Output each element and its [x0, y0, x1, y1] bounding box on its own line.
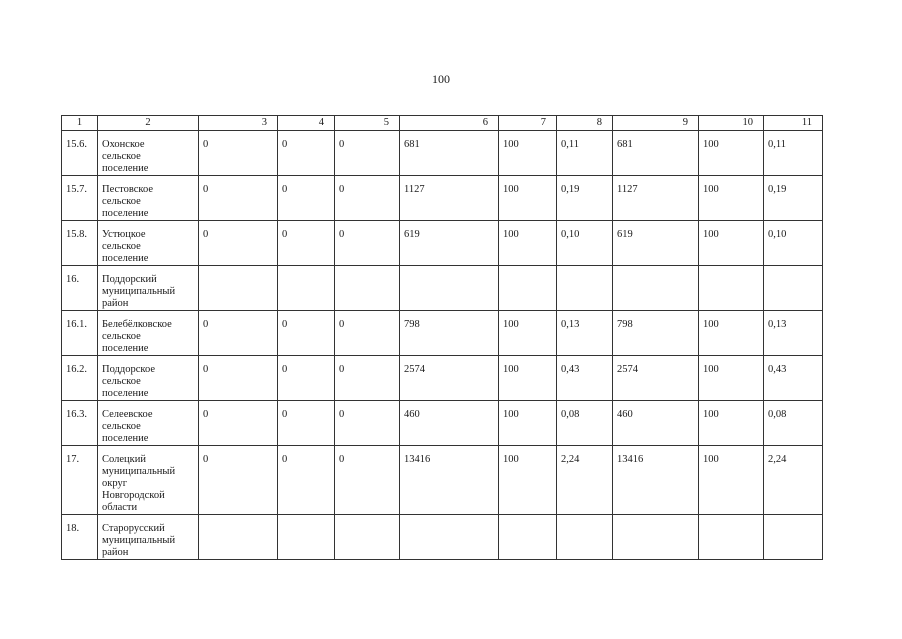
table-row — [62, 266, 823, 311]
cell-c4: 0 — [278, 401, 335, 446]
territory-name-line: сельское — [102, 241, 141, 252]
cell-c4: 0 — [278, 446, 335, 515]
cell-c6: 798 — [400, 311, 499, 356]
cell-c5: 0 — [335, 221, 400, 266]
cell-c10: 100 — [699, 446, 764, 515]
territory-name-line: Белебёлковское — [102, 319, 172, 330]
territory-name — [98, 176, 199, 221]
row-number: 16.3. — [62, 401, 98, 446]
territory-name-line: сельское — [102, 331, 141, 342]
cell-c9: 460 — [613, 401, 699, 446]
row-number: 17. — [62, 446, 98, 515]
cell-c9 — [613, 515, 699, 560]
cell-c11: 0,13 — [764, 311, 823, 356]
row-number: 15.7. — [62, 176, 98, 221]
territory-name-line: муниципальный — [102, 535, 176, 546]
cell-c9: 13416 — [613, 446, 699, 515]
cell-c4: 0 — [278, 221, 335, 266]
table-row — [62, 221, 823, 266]
cell-c7: 100 — [499, 176, 557, 221]
cell-c3: 0 — [199, 131, 278, 176]
territory-name-line: район — [102, 547, 129, 558]
column-header: 1 — [62, 116, 98, 131]
cell-c9: 1127 — [613, 176, 699, 221]
cell-c3: 0 — [199, 221, 278, 266]
cell-c10: 100 — [699, 401, 764, 446]
territory-name-line: сельское — [102, 421, 141, 432]
column-header: 6 — [400, 116, 499, 131]
cell-c5: 0 — [335, 401, 400, 446]
column-header: 10 — [699, 116, 764, 131]
column-header: 7 — [499, 116, 557, 131]
cell-c8: 0,08 — [557, 401, 613, 446]
cell-c7: 100 — [499, 311, 557, 356]
territory-name-line: муниципальный — [102, 466, 176, 477]
territory-name-line: Новгородской — [102, 490, 165, 501]
cell-c6: 619 — [400, 221, 499, 266]
column-header: 9 — [613, 116, 699, 131]
cell-c7: 100 — [499, 401, 557, 446]
cell-c10: 100 — [699, 176, 764, 221]
territory-name-line: Старорусский — [102, 523, 165, 534]
cell-c10: 100 — [699, 221, 764, 266]
cell-c8 — [557, 266, 613, 311]
cell-c5: 0 — [335, 176, 400, 221]
cell-c10: 100 — [699, 356, 764, 401]
cell-c4: 0 — [278, 131, 335, 176]
table-row — [62, 401, 823, 446]
cell-c7: 100 — [499, 131, 557, 176]
cell-c11: 0,11 — [764, 131, 823, 176]
cell-c9: 619 — [613, 221, 699, 266]
row-number: 16.2. — [62, 356, 98, 401]
table-row — [62, 176, 823, 221]
cell-c8: 0,19 — [557, 176, 613, 221]
cell-c7 — [499, 266, 557, 311]
column-header: 2 — [98, 116, 199, 131]
cell-c7: 100 — [499, 221, 557, 266]
cell-c3: 0 — [199, 311, 278, 356]
cell-c11: 0,43 — [764, 356, 823, 401]
cell-c10 — [699, 515, 764, 560]
cell-c5 — [335, 266, 400, 311]
row-number: 15.6. — [62, 131, 98, 176]
cell-c6: 2574 — [400, 356, 499, 401]
cell-c11: 0,19 — [764, 176, 823, 221]
cell-c6: 460 — [400, 401, 499, 446]
territory-name — [98, 356, 199, 401]
column-header: 8 — [557, 116, 613, 131]
territory-name-line: сельское — [102, 196, 141, 207]
territory-name — [98, 401, 199, 446]
cell-c7 — [499, 515, 557, 560]
cell-c10: 100 — [699, 131, 764, 176]
cell-c5: 0 — [335, 356, 400, 401]
table-row — [62, 131, 823, 176]
territory-name-line: Охонское — [102, 139, 145, 150]
cell-c8: 0,13 — [557, 311, 613, 356]
territory-name-line: сельское — [102, 376, 141, 387]
cell-c4: 0 — [278, 356, 335, 401]
territory-name — [98, 515, 199, 560]
cell-c10 — [699, 266, 764, 311]
territory-name-line: Поддорский — [102, 274, 157, 285]
cell-c6: 681 — [400, 131, 499, 176]
territory-name — [98, 311, 199, 356]
territory-name-line: поселение — [102, 163, 149, 174]
cell-c9: 798 — [613, 311, 699, 356]
row-number: 16.1. — [62, 311, 98, 356]
cell-c8: 0,10 — [557, 221, 613, 266]
cell-c3 — [199, 266, 278, 311]
cell-c8: 2,24 — [557, 446, 613, 515]
column-header: 11 — [764, 116, 823, 131]
cell-c8: 0,43 — [557, 356, 613, 401]
cell-c3: 0 — [199, 356, 278, 401]
cell-c4: 0 — [278, 311, 335, 356]
cell-c9: 2574 — [613, 356, 699, 401]
territory-name-line: район — [102, 298, 129, 309]
territory-name — [98, 446, 199, 515]
cell-c5 — [335, 515, 400, 560]
cell-c11: 0,10 — [764, 221, 823, 266]
territory-name — [98, 266, 199, 311]
territory-name — [98, 131, 199, 176]
table-row — [62, 356, 823, 401]
territory-name-line: Поддорское — [102, 364, 155, 375]
cell-c11 — [764, 266, 823, 311]
cell-c8 — [557, 515, 613, 560]
table-row — [62, 515, 823, 560]
data-table — [61, 115, 823, 560]
row-number: 18. — [62, 515, 98, 560]
territory-name — [98, 221, 199, 266]
cell-c3: 0 — [199, 401, 278, 446]
cell-c11: 0,08 — [764, 401, 823, 446]
cell-c6: 13416 — [400, 446, 499, 515]
cell-c7: 100 — [499, 446, 557, 515]
territory-name-line: Пестовское — [102, 184, 154, 195]
cell-c4: 0 — [278, 176, 335, 221]
territory-name-line: поселение — [102, 343, 149, 354]
column-header: 3 — [199, 116, 278, 131]
cell-c4 — [278, 515, 335, 560]
table-body — [62, 116, 823, 560]
table-header-row — [62, 116, 823, 131]
territory-name-line: округ — [102, 478, 128, 489]
cell-c3: 0 — [199, 176, 278, 221]
territory-name-line: поселение — [102, 388, 149, 399]
cell-c11 — [764, 515, 823, 560]
territory-name-line: Устюцкое — [102, 229, 146, 240]
cell-c9 — [613, 266, 699, 311]
cell-c5: 0 — [335, 311, 400, 356]
cell-c11: 2,24 — [764, 446, 823, 515]
cell-c8: 0,11 — [557, 131, 613, 176]
cell-c6 — [400, 515, 499, 560]
cell-c4 — [278, 266, 335, 311]
table-row — [62, 446, 823, 515]
cell-c6: 1127 — [400, 176, 499, 221]
territory-name-line: Солецкий — [102, 454, 146, 465]
territory-name-line: муниципальный — [102, 286, 176, 297]
territory-name-line: поселение — [102, 208, 149, 219]
cell-c3 — [199, 515, 278, 560]
territory-name-line: поселение — [102, 253, 149, 264]
row-number: 16. — [62, 266, 98, 311]
cell-c5: 0 — [335, 446, 400, 515]
territory-name-line: поселение — [102, 433, 149, 444]
column-header: 4 — [278, 116, 335, 131]
cell-c3: 0 — [199, 446, 278, 515]
row-number: 15.8. — [62, 221, 98, 266]
page-number: 100 — [432, 72, 450, 86]
table-row — [62, 311, 823, 356]
cell-c5: 0 — [335, 131, 400, 176]
cell-c6 — [400, 266, 499, 311]
cell-c9: 681 — [613, 131, 699, 176]
cell-c7: 100 — [499, 356, 557, 401]
territory-name-line: сельское — [102, 151, 141, 162]
cell-c10: 100 — [699, 311, 764, 356]
territory-name-line: Селеевское — [102, 409, 153, 420]
territory-name-line: области — [102, 502, 138, 513]
column-header: 5 — [335, 116, 400, 131]
